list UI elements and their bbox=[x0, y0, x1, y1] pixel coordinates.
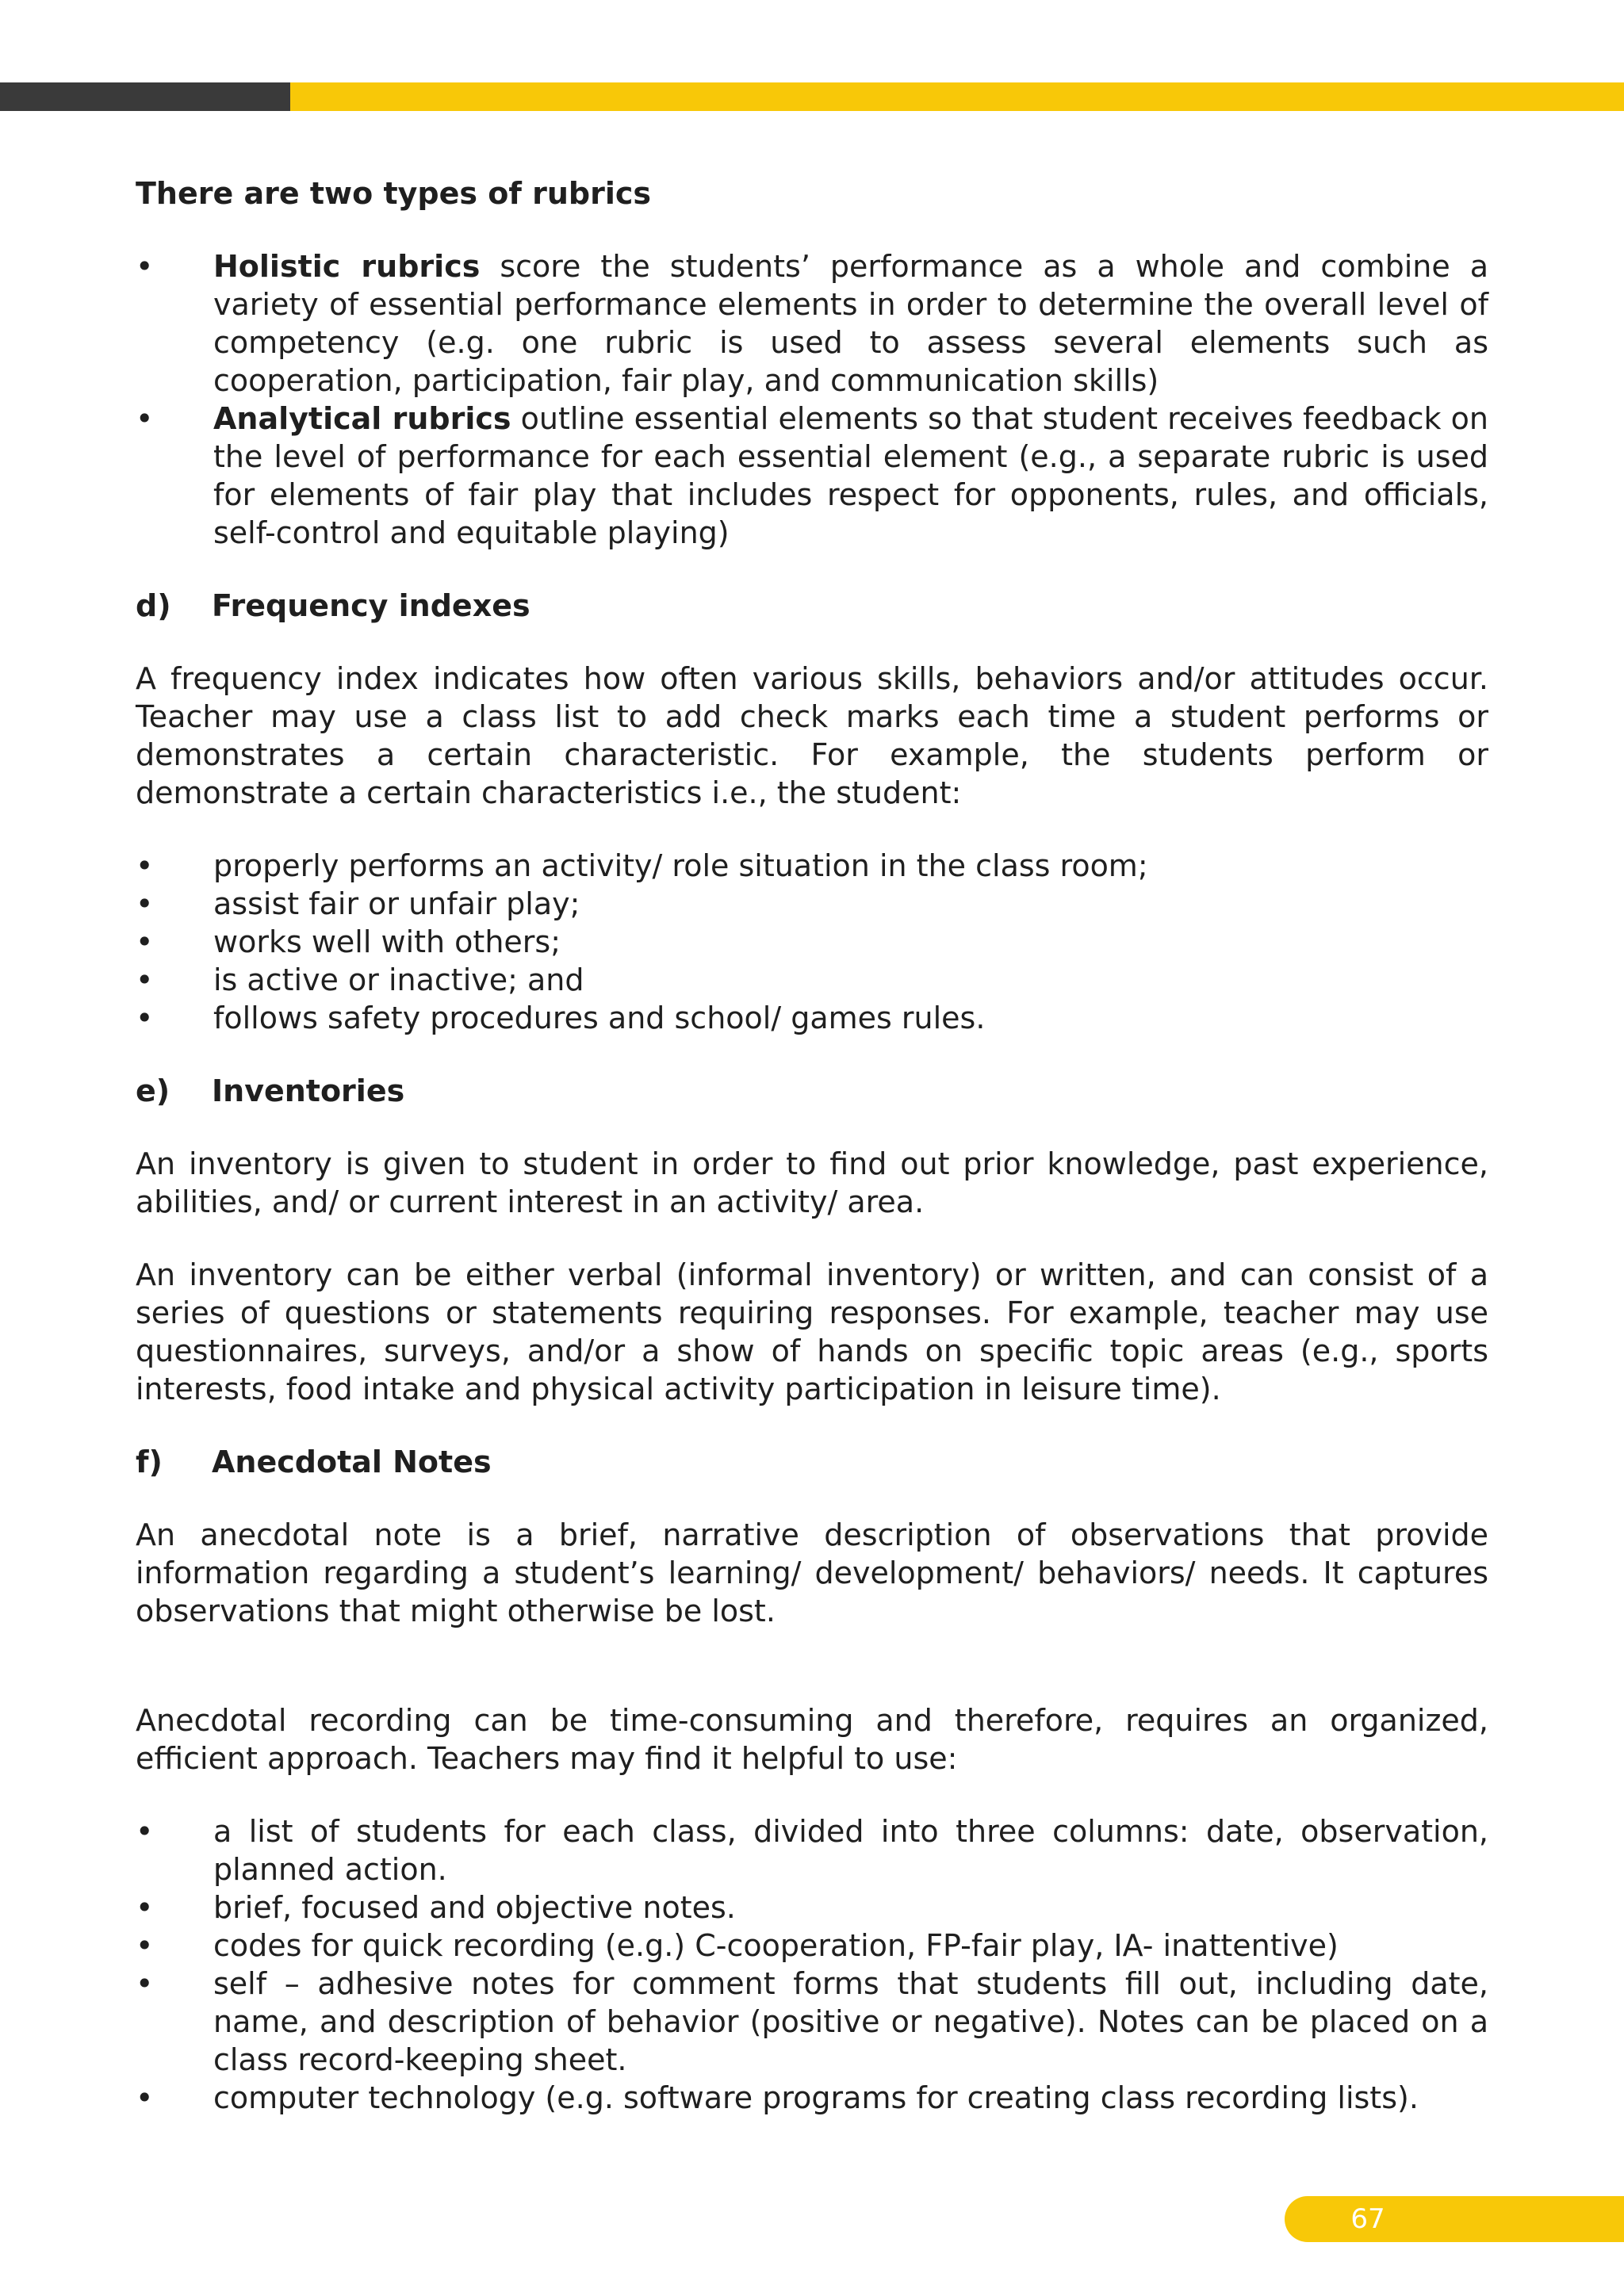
header-bar-accent bbox=[290, 82, 1624, 111]
list-item-text: properly performs an activity/ role situation in the class room; bbox=[213, 848, 1148, 883]
bullet: • bbox=[136, 962, 154, 997]
bullet: • bbox=[136, 401, 154, 436]
list-item bbox=[136, 923, 1488, 961]
list-item bbox=[136, 1888, 1488, 1927]
bullet: • bbox=[136, 1928, 154, 1963]
rubrics-list bbox=[136, 247, 1488, 552]
section-letter: f) bbox=[136, 1445, 163, 1479]
section-heading-frequency bbox=[136, 587, 1488, 625]
term-description: score the students’ performance as a whole and combine a variety of essential performance elements in order to determine the overall level of competency (e.g. one rubric is used to assess several elements such as cooperation, participation, fair play, and communication skills) bbox=[213, 249, 1488, 398]
anecdotal-list bbox=[136, 1812, 1488, 2117]
list-item-text: works well with others; bbox=[213, 924, 561, 959]
bullet: • bbox=[136, 1966, 154, 2001]
list-item bbox=[136, 2079, 1488, 2117]
section-title: Inventories bbox=[212, 1073, 405, 1108]
section-heading-anecdotal bbox=[136, 1443, 1488, 1481]
bullet: • bbox=[136, 2080, 154, 2115]
list-item-text: self – adhesive notes for comment forms that students fill out, including date, name, and description of behavior (positive or negative). Notes can be placed on a class record-keeping sheet. bbox=[213, 1966, 1488, 2077]
list-item bbox=[136, 847, 1488, 885]
page-content bbox=[136, 174, 1488, 2117]
section-title: Anecdotal Notes bbox=[212, 1445, 492, 1479]
section-title: Frequency indexes bbox=[212, 588, 530, 623]
term: Analytical rubrics bbox=[213, 401, 511, 436]
rubrics-heading: There are two types of rubrics bbox=[136, 176, 652, 211]
paragraph: An inventory can be either verbal (informal inventory) or written, and can consist of a series of questions or statements requiring responses. For example, teacher may use questionnaires, surveys, and/or a show of hands on specific topic areas (e.g., sports interests, food intake and physical activity participation in leisure time). bbox=[136, 1257, 1488, 1406]
list-item bbox=[136, 247, 1488, 400]
bullet: • bbox=[136, 249, 154, 284]
list-item-text: codes for quick recording (e.g.) C-cooperation, FP-fair play, IA- inattentive) bbox=[213, 1928, 1339, 1963]
list-item bbox=[136, 961, 1488, 999]
frequency-list bbox=[136, 847, 1488, 1037]
list-item bbox=[136, 400, 1488, 552]
bullet: • bbox=[136, 886, 154, 921]
bullet: • bbox=[136, 1890, 154, 1925]
list-item bbox=[136, 1812, 1488, 1888]
list-item bbox=[136, 1965, 1488, 2079]
bullet: • bbox=[136, 1814, 154, 1849]
list-item bbox=[136, 999, 1488, 1037]
bullet: • bbox=[136, 924, 154, 959]
paragraph: Anecdotal recording can be time-consuming and therefore, requires an organized, efficient approach. Teachers may find it helpful to use: bbox=[136, 1703, 1488, 1776]
list-item-text: is active or inactive; and bbox=[213, 962, 584, 997]
header-bar-dark bbox=[0, 82, 290, 111]
page-number: 67 bbox=[1350, 2203, 1385, 2235]
bullet: • bbox=[136, 848, 154, 883]
paragraph: A frequency index indicates how often various skills, behaviors and/or attitudes occur. Teacher may use a class list to add check marks each time a student performs or demonstrates a certain characteristic. For example, the students perform or demonstrate a certain characteristics i.e., the student: bbox=[136, 661, 1488, 810]
term-description: outline essential elements so that student receives feedback on the level of performance for each essential element (e.g., a separate rubric is used for elements of fair play that includes respect for opponents, rules, and officials, self-control and equitable playing) bbox=[213, 401, 1488, 550]
section-letter: d) bbox=[136, 588, 171, 623]
list-item-text: assist fair or unfair play; bbox=[213, 886, 580, 921]
section-heading-inventories bbox=[136, 1072, 1488, 1110]
paragraph: An inventory is given to student in order to find out prior knowledge, past experience, abilities, and/ or current interest in an activity/ area. bbox=[136, 1146, 1488, 1219]
bullet: • bbox=[136, 1001, 154, 1035]
paragraph: An anecdotal note is a brief, narrative description of observations that provide information regarding a student’s learning/ development/ behaviors/ needs. It captures observations that might otherwise be lost. bbox=[136, 1517, 1488, 1628]
list-item bbox=[136, 885, 1488, 923]
term: Holistic rubrics bbox=[213, 249, 481, 284]
list-item-text: brief, focused and objective notes. bbox=[213, 1890, 736, 1925]
list-item-text: computer technology (e.g. software programs for creating class recording lists). bbox=[213, 2080, 1419, 2115]
page-number-tab bbox=[1285, 2196, 1624, 2242]
list-item-text: a list of students for each class, divided into three columns: date, observation, planned action. bbox=[213, 1814, 1488, 1887]
list-item bbox=[136, 1927, 1488, 1965]
section-letter: e) bbox=[136, 1073, 170, 1108]
list-item-text: follows safety procedures and school/ games rules. bbox=[213, 1001, 986, 1035]
